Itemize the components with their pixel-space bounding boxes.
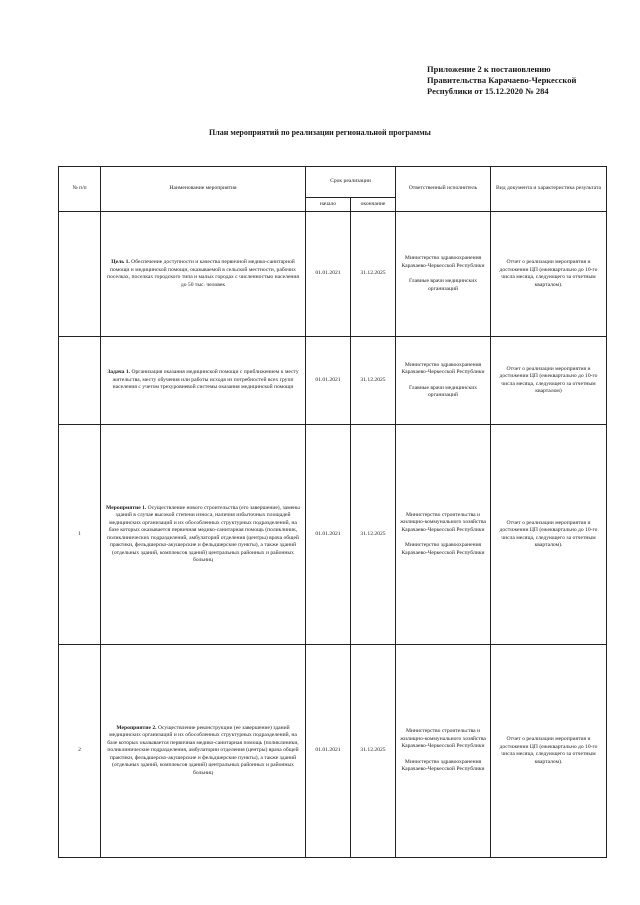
row-prefix: Цель 1. bbox=[111, 259, 130, 265]
executor-secondary: Министерство здравоохранения Карачаево-Черкесской Республики bbox=[401, 758, 485, 773]
row-num: 2 bbox=[59, 645, 101, 858]
row-start: 01.01.2021 bbox=[306, 425, 351, 645]
row-doc: Отчет о реализации мероприятия и достижении ЦП (ежеквартально до 10-го числа месяца, следующего за отчетным кварталом) bbox=[491, 337, 607, 425]
row-num bbox=[59, 212, 101, 337]
row-name bbox=[101, 645, 306, 858]
header-executor: Ответственный исполнитель bbox=[396, 167, 491, 212]
row-prefix: Задача 1. bbox=[107, 369, 131, 376]
row-start: 01.01.2021 bbox=[306, 212, 351, 337]
row-start: 01.01.2021 bbox=[306, 645, 351, 858]
row-text: Осуществление нового строительства (его завершение), замены зданий в случае высокой степени износа, наличия избыточных площадей медицинских организаций и их обособленных структурных подразделений, на базе которых оказывается первичная медико-санитарная помощь (поликлиник, поликлинических подразделений, амбулаторий отделения (центры) врача общей практики, фельдшерско-акушерские и фельдшерские пункты), а также зданий (отдельных зданий, комплексов зданий) центральных районных и районных больниц bbox=[107, 504, 300, 563]
row-text: Осуществление реконструкции (ее завершение) зданий медицинских организаций и их обособленных структурных подразделений, на базе которых оказывается первичная медико-санитарная помощь (поликлиники, поликлинические подразделения, амбулатории отделения (центры) врача общей практики, фельдшерско-акушерские и фельдшерские пункты), а также зданий (отдельных зданий, комплексов зданий) центральных районных и районных больниц bbox=[107, 724, 299, 776]
header-num: № п/п bbox=[59, 167, 101, 212]
header-line-3: Республики от 15.12.2020 № 284 bbox=[427, 86, 549, 96]
row-doc: Отчет о реализации мероприятия и достижении ЦП (ежеквартально до 10-го числа месяца, следующего за отчетным кварталом). bbox=[491, 425, 607, 645]
row-prefix: Мероприятие 1. bbox=[106, 504, 147, 511]
row-num: 1 bbox=[59, 425, 101, 645]
table-row bbox=[59, 645, 607, 858]
row-num bbox=[59, 337, 101, 425]
row-text: Обеспечение доступности и качества первичной медико-санитарной помощи и медицинской помощи, оказываемой в сельской местности, рабочих поселках, поселках городского типа и малых городах с численностью населения до 50 тыс. человек bbox=[107, 259, 299, 288]
row-end: 31.12.2025 bbox=[351, 645, 396, 858]
plan-title: План мероприятий по реализации региональной программы bbox=[209, 128, 431, 137]
row-executor bbox=[396, 212, 491, 337]
header-line-2: Правительства Карачаево-Черкесской bbox=[427, 75, 577, 85]
table-row bbox=[59, 425, 607, 645]
header-start: начало bbox=[306, 198, 351, 212]
executor-secondary: Министерство здравоохранения Карачаево-Черкесской Республики bbox=[401, 542, 485, 556]
row-prefix: Мероприятие 2. bbox=[116, 724, 157, 731]
header-end: окончание bbox=[351, 198, 396, 212]
row-name bbox=[101, 425, 306, 645]
row-executor bbox=[396, 337, 491, 425]
row-text: Организация оказания медицинской помощи с приближением к месту жительства, месту обучения или работы исходя из потребностей всех групп населения с учетом трехуровневой системы оказания медицинской помощи bbox=[112, 369, 299, 391]
executor-secondary: Главные врачи медицинских организаций bbox=[408, 384, 478, 398]
row-name bbox=[101, 337, 306, 425]
document-header bbox=[427, 64, 627, 97]
executor-primary: Министерство здравоохранения Карачаево-Черкесской Республики bbox=[401, 361, 485, 375]
plan-table bbox=[58, 166, 607, 858]
header-line-1: Приложение 2 к постановлению bbox=[427, 64, 551, 74]
header-doc: Вид документа и характеристика результата bbox=[491, 167, 607, 212]
row-doc: Отчет о реализации мероприятия и достижении ЦП (ежеквартально до 10-го числа месяца, следующего за отчетным кварталом). bbox=[491, 212, 607, 337]
table-header-row bbox=[59, 167, 607, 198]
row-start: 01.01.2021 bbox=[306, 337, 351, 425]
executor-secondary: Главные врачи медицинских организаций bbox=[408, 278, 478, 292]
row-name bbox=[101, 212, 306, 337]
header-term: Срок реализации bbox=[306, 167, 396, 198]
row-executor bbox=[396, 425, 491, 645]
row-end: 31.12.2025 bbox=[351, 212, 396, 337]
executor-primary: Министерство строительства и жилищно-коммунального хозяйства Карачаево-Черкесской Республики bbox=[400, 511, 486, 533]
executor-primary: Министерство строительства и жилищно-коммунального хозяйства Карачаево-Черкесской Республики bbox=[400, 728, 486, 750]
table-row bbox=[59, 337, 607, 425]
header-name: Наименование мероприятия bbox=[101, 167, 306, 212]
executor-primary: Министерство здравоохранения Карачаево-Черкесской Республики bbox=[401, 255, 485, 269]
row-end: 31.12.2025 bbox=[351, 337, 396, 425]
row-doc: Отчет о реализации мероприятия и достижении ЦП (ежеквартально до 10-го числа месяца, следующего за отчетным кварталом). bbox=[491, 645, 607, 858]
row-executor bbox=[396, 645, 491, 858]
table-row bbox=[59, 212, 607, 337]
row-end: 31.12.2025 bbox=[351, 425, 396, 645]
